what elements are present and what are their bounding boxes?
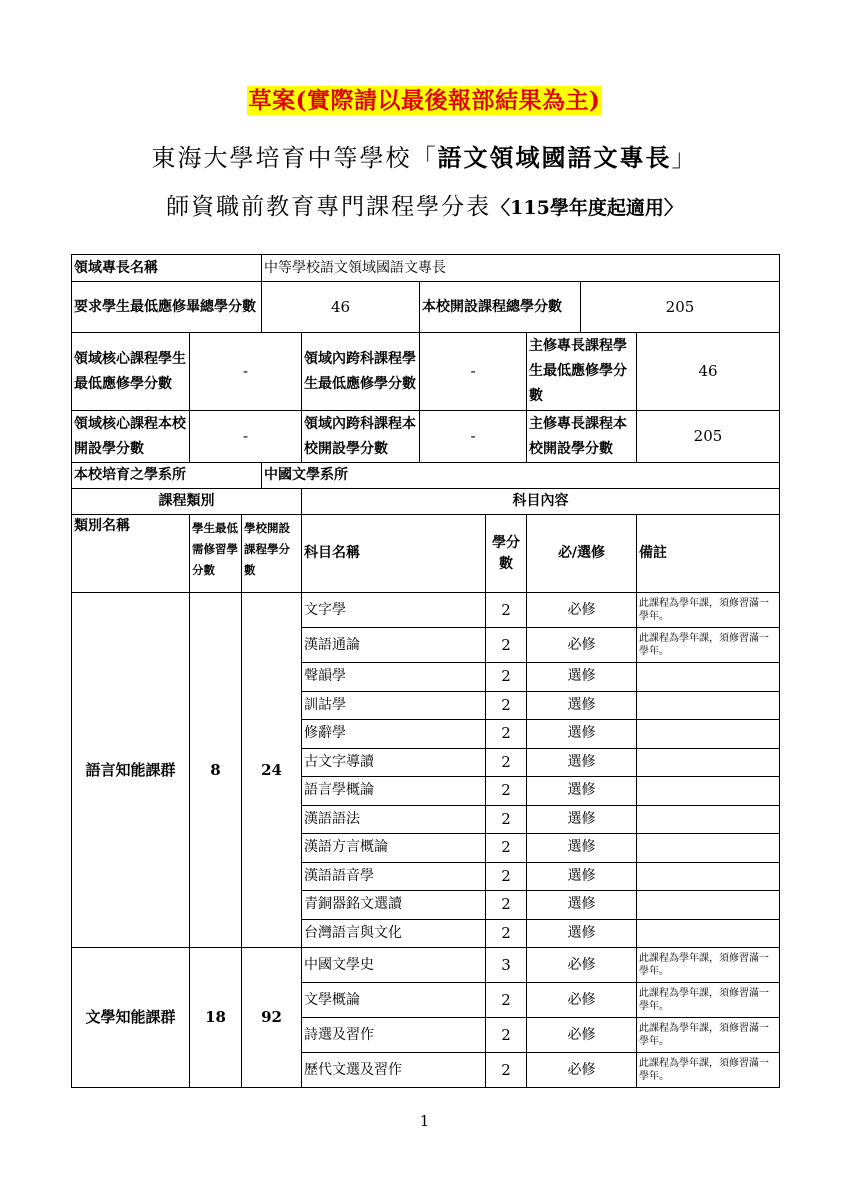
course-credits: 2 bbox=[486, 1053, 527, 1088]
subtitle-main: 師資職前教育專門課程學分表 bbox=[166, 194, 492, 220]
content-header: 科目內容 bbox=[302, 489, 780, 515]
course-type: 選修 bbox=[527, 891, 637, 920]
cross-offered-label: 領域內跨科課程本校開設學分數 bbox=[302, 411, 420, 463]
course-name: 聲韻學 bbox=[302, 663, 486, 692]
course-name: 漢語語法 bbox=[302, 805, 486, 834]
course-type: 選修 bbox=[527, 834, 637, 863]
course-name: 訓詁學 bbox=[302, 691, 486, 720]
course-remark bbox=[637, 862, 780, 891]
course-name: 修辭學 bbox=[302, 720, 486, 749]
course-remark bbox=[637, 834, 780, 863]
major-min-value: 46 bbox=[637, 333, 780, 411]
total-credits-row bbox=[72, 282, 780, 333]
course-remark bbox=[637, 663, 780, 692]
course-type: 必修 bbox=[527, 1018, 637, 1053]
course-credits: 3 bbox=[486, 948, 527, 983]
section-header-row bbox=[72, 489, 780, 515]
title-suffix: 」 bbox=[671, 144, 698, 172]
course-remark: 此課程為學年課，須修習滿一學年。 bbox=[637, 1053, 780, 1088]
category-header: 課程類別 bbox=[72, 489, 302, 515]
group-name: 文學知能課群 bbox=[72, 948, 190, 1088]
course-type: 選修 bbox=[527, 805, 637, 834]
course-credits: 2 bbox=[486, 805, 527, 834]
subtitle-year: 〈115學年度起適用〉 bbox=[491, 197, 683, 219]
course-remark: 此課程為學年課，須修習滿一學年。 bbox=[637, 1018, 780, 1053]
req-elec-header: 必/選修 bbox=[527, 515, 637, 593]
course-remark bbox=[637, 748, 780, 777]
course-type: 選修 bbox=[527, 663, 637, 692]
min-total-label: 要求學生最低應修畢總學分數 bbox=[72, 282, 262, 333]
group-offered-credits: 92 bbox=[242, 948, 302, 1088]
course-type: 必修 bbox=[527, 628, 637, 663]
credits-header: 學分數 bbox=[486, 515, 527, 593]
course-name: 語言學概論 bbox=[302, 777, 486, 806]
offered-total-label: 本校開設課程總學分數 bbox=[420, 282, 581, 333]
course-type: 必修 bbox=[527, 948, 637, 983]
course-name: 詩選及習作 bbox=[302, 1018, 486, 1053]
course-row bbox=[72, 948, 780, 983]
course-credits: 2 bbox=[486, 628, 527, 663]
major-offered-label: 主修專長課程本校開設學分數 bbox=[527, 411, 637, 463]
draft-banner-text: 草案(實際請以最後報部結果為主) bbox=[248, 87, 601, 114]
min-total-value: 46 bbox=[262, 282, 420, 333]
course-credits: 2 bbox=[486, 777, 527, 806]
course-credits: 2 bbox=[486, 748, 527, 777]
min-credits-header: 學生最低需修習學分數 bbox=[190, 515, 242, 593]
credit-table bbox=[71, 254, 780, 1088]
course-name: 文字學 bbox=[302, 593, 486, 628]
group-min-credits: 18 bbox=[190, 948, 242, 1088]
core-offered-label: 領域核心課程本校開設學分數 bbox=[72, 411, 190, 463]
course-credits: 2 bbox=[486, 691, 527, 720]
group-min-credits: 8 bbox=[190, 593, 242, 948]
course-remark bbox=[637, 891, 780, 920]
course-name: 漢語語音學 bbox=[302, 862, 486, 891]
course-row bbox=[72, 593, 780, 628]
course-name: 中國文學史 bbox=[302, 948, 486, 983]
course-credits: 2 bbox=[486, 891, 527, 920]
document-title bbox=[0, 138, 849, 173]
group-name: 語言知能課群 bbox=[72, 593, 190, 948]
domain-row bbox=[72, 255, 780, 282]
column-header-row bbox=[72, 515, 780, 593]
course-type: 選修 bbox=[527, 862, 637, 891]
course-list bbox=[72, 593, 780, 1088]
dept-row bbox=[72, 463, 780, 489]
category-name-header: 類別名稱 bbox=[72, 515, 190, 593]
course-credits: 2 bbox=[486, 593, 527, 628]
domain-value: 中等學校語文領域國語文專長 bbox=[262, 255, 780, 282]
course-name: 台灣語言與文化 bbox=[302, 919, 486, 948]
course-credits: 2 bbox=[486, 983, 527, 1018]
core-min-value: - bbox=[190, 333, 302, 411]
course-credits: 2 bbox=[486, 663, 527, 692]
remarks-header: 備註 bbox=[637, 515, 780, 593]
course-type: 必修 bbox=[527, 593, 637, 628]
course-type: 必修 bbox=[527, 983, 637, 1018]
core-offered-value: - bbox=[190, 411, 302, 463]
domain-label: 領域專長名稱 bbox=[72, 255, 262, 282]
document-subtitle bbox=[0, 188, 849, 221]
cross-min-value: - bbox=[420, 333, 527, 411]
course-name-header: 科目名稱 bbox=[302, 515, 486, 593]
group-offered-credits: 24 bbox=[242, 593, 302, 948]
draft-banner bbox=[0, 82, 849, 115]
page-number: 1 bbox=[419, 1112, 430, 1130]
course-name: 漢語通論 bbox=[302, 628, 486, 663]
course-credits: 2 bbox=[486, 834, 527, 863]
dept-label: 本校培育之學系所 bbox=[72, 463, 262, 489]
course-type: 選修 bbox=[527, 777, 637, 806]
course-name: 漢語方言概論 bbox=[302, 834, 486, 863]
course-remark: 此課程為學年課，須修習滿一學年。 bbox=[637, 628, 780, 663]
course-credits: 2 bbox=[486, 862, 527, 891]
course-type: 選修 bbox=[527, 720, 637, 749]
course-credits: 2 bbox=[486, 919, 527, 948]
course-name: 歷代文選及習作 bbox=[302, 1053, 486, 1088]
cross-min-label: 領域內跨科課程學生最低應修學分數 bbox=[302, 333, 420, 411]
course-remark bbox=[637, 691, 780, 720]
major-min-label: 主修專長課程學生最低應修學分數 bbox=[527, 333, 637, 411]
offered-credits-breakdown-row bbox=[72, 411, 780, 463]
course-remark: 此課程為學年課，須修習滿一學年。 bbox=[637, 983, 780, 1018]
course-remark bbox=[637, 919, 780, 948]
offered-credits-header: 學校開設課程學分數 bbox=[242, 515, 302, 593]
title-specialty: 語文領域國語文專長 bbox=[437, 143, 672, 172]
course-type: 選修 bbox=[527, 919, 637, 948]
course-remark bbox=[637, 805, 780, 834]
course-credits: 2 bbox=[486, 720, 527, 749]
course-remark: 此課程為學年課，須修習滿一學年。 bbox=[637, 948, 780, 983]
title-prefix: 東海大學培育中等學校「 bbox=[151, 144, 438, 172]
min-credits-breakdown-row bbox=[72, 333, 780, 411]
offered-total-value: 205 bbox=[581, 282, 780, 333]
dept-value: 中國文學系所 bbox=[262, 463, 780, 489]
course-name: 青銅器銘文選讀 bbox=[302, 891, 486, 920]
core-min-label: 領域核心課程學生最低應修學分數 bbox=[72, 333, 190, 411]
course-type: 選修 bbox=[527, 691, 637, 720]
course-remark bbox=[637, 720, 780, 749]
course-name: 文學概論 bbox=[302, 983, 486, 1018]
course-credits: 2 bbox=[486, 1018, 527, 1053]
course-type: 必修 bbox=[527, 1053, 637, 1088]
course-remark bbox=[637, 777, 780, 806]
cross-offered-value: - bbox=[420, 411, 527, 463]
major-offered-value: 205 bbox=[637, 411, 780, 463]
course-name: 古文字導讀 bbox=[302, 748, 486, 777]
course-remark: 此課程為學年課，須修習滿一學年。 bbox=[637, 593, 780, 628]
course-type: 選修 bbox=[527, 748, 637, 777]
